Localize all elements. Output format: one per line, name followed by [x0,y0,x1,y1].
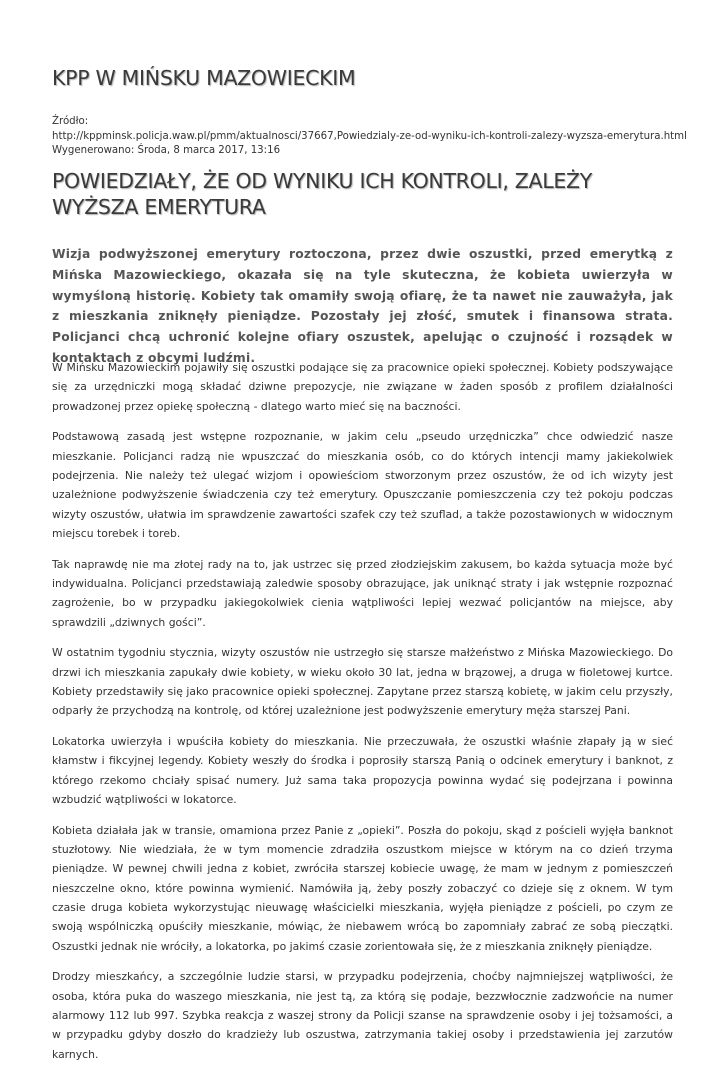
article-paragraph: W ostatnim tygodniu stycznia, wizyty oszustów nie ustrzegło się starsze małżeństwo z Mińska Mazowieckiego. Do drzwi ich mieszkania zapukały dwie kobiety, w wieku około 30 lat, jedna w brązowej, a druga w fioletowej kurtce. Kobiety przedstawiły się jako pracownice opieki społecznej. Zapytane przez starszą kobietę, w jakim celu przyszły, odparły że przychodzą na kontrolę, od której uzależnione jest podwyższenie emerytury męża starszej Pani. [52,646,673,718]
source-url: http://kppminsk.policja.waw.pl/pmm/aktualnosci/37667,Powiedzialy-ze-od-wyniku-ich-kontroli-zalezy-wyzsza-emerytura.html [52,130,687,142]
article-paragraph: Kobieta działała jak w transie, omamiona przez Panie z „opieki”. Poszła do pokoju, skąd z pościeli wyjęła banknot stuzłotowy. Nie wiedziała, że w tym momencie zdradziła oszustkom miejsce w którym na co dzień trzyma pieniądze. W pewnej chwili jedna z kobiet, zwróciła starszej kobiecie uwagę, że mam w jednym z pomieszczeń nieszczelne okno, które powinna wymienić. Namówiła ją, żeby poszły zobaczyć co dzieje się z oknem. W tym czasie druga kobieta wykorzystując nieuwagę właścicielki mieszkania, wyjęła pieniądze z pościeli, po czym ze swoją wspólniczką opuściły mieszkanie, mówiąc, że niebawem wrócą bo zapomniały zabrać ze sobą pieczątki. Oszustki jednak nie wróciły, a lokatorka, po jakimś czasie zorientowała się, że z mieszkania zniknęły pieniądze. [52,823,673,953]
generated-date: Wygenerowano: Środa, 8 marca 2017, 13:16 [52,145,281,156]
site-title: KPP W MIŃSKU MAZOWIECKIM [52,66,356,90]
article-paragraph: Lokatorka uwierzyła i wpuściła kobiety do mieszkania. Nie przeczuwała, że oszustki właśnie złapały ją w sieć kłamstw i fikcyjnej legendy. Kobiety weszły do środka i poprosiły starszą Panią o odcinek emerytury i banknot, z którego rzekomo chciały spisać numery. Już sama taka propozycja powinna wydać się podejrzana i powinna wzbudzić wątpliwości w lokatorce. [52,735,673,806]
source-label: Źródło: [52,116,89,127]
article-paragraph: W Mińsku Mazowieckim pojawiły się oszustki podające się za pracownice opieki społecznej. Kobiety podszywające się za urzędniczki mogą składać dziwne prepozycje, nie związane w żaden sposób z profilem działalności prowadzonej przez opiekę społeczną - dlatego warto mieć się na baczności. [52,361,673,413]
article-paragraph: Drodzy mieszkańcy, a szczególnie ludzie starsi, w przypadku podejrzenia, choćby najmniejszej wątpliwości, że osoba, która puka do waszego mieszkania, nie jest tą, za którą się podaje, bezzwłocznie zadzwońcie na numer alarmowy 112 lub 997. Szybka reakcja z waszej strony da Policji szanse na sprawdzenie osoby i jej tożsamości, a w przypadku gdyby doszło do kradzieży lub oszustwa, zatrzymania takiej osoby i przedstawienia jej zarzutów karnych. [52,970,673,1061]
article-paragraph: Tak naprawdę nie ma złotej rady na to, jak ustrzec się przed złodziejskim zakusem, bo każda sytuacja może być indywidualna. Policjanci przedstawiają zaledwie sposoby obrazujące, jak uniknąć straty i jak wstępnie rozpoznać zagrożenie, bo w przypadku jakiegokolwiek cienia wątpliwości lepiej wezwać policjantów na miejsce, aby sprawdzili „dziwnych gości”. [52,557,673,629]
article-lead: Wizja podwyższonej emerytury roztoczona, przez dwie oszustki, przed emerytką z Mińska Mazowieckiego, okazała się na tyle skuteczna, że kobieta uwierzyła w wymyśloną historię. Kobiety tak omamiły swoją ofiarę, że ta nawet nie zauważyła, jak z mieszkania zniknęły pieniądze. Pozostały jej złość, smutek i finansowa strata. Policjanci chcą uchronić kolejne ofiary oszustek, apelując o czujność i rozsądek w kontaktach z obcymi ludźmi. [52,247,673,365]
article-body [52,358,673,1075]
document-meta [52,115,687,159]
article-paragraph: Podstawową zasadą jest wstępne rozpoznanie, w jakim celu „pseudo urzędniczka” chce odwiedzić nasze mieszkanie. Policjanci radzą nie wpuszczać do mieszkania osób, co do których intencji mamy jakiekolwiek podejrzenia. Nie należy też ulegać wizjom i opowieściom stworzonym przez oszustów, że od ich wizyty jest uzależnione podwyższenie świadczenia czy też emerytury. Opuszczanie pomieszczenia czy też pokoju podczas wizyty oszustów, ułatwia im sprawdzenie zawartości szafek czy też szuflad, a także pozostawionych w widocznym miejscu torebek i toreb. [52,430,673,540]
article-title: POWIEDZIAŁY, ŻE OD WYNIKU ICH KONTROLI, ZALEŻY WYŻSZA EMERYTURA [52,169,592,219]
